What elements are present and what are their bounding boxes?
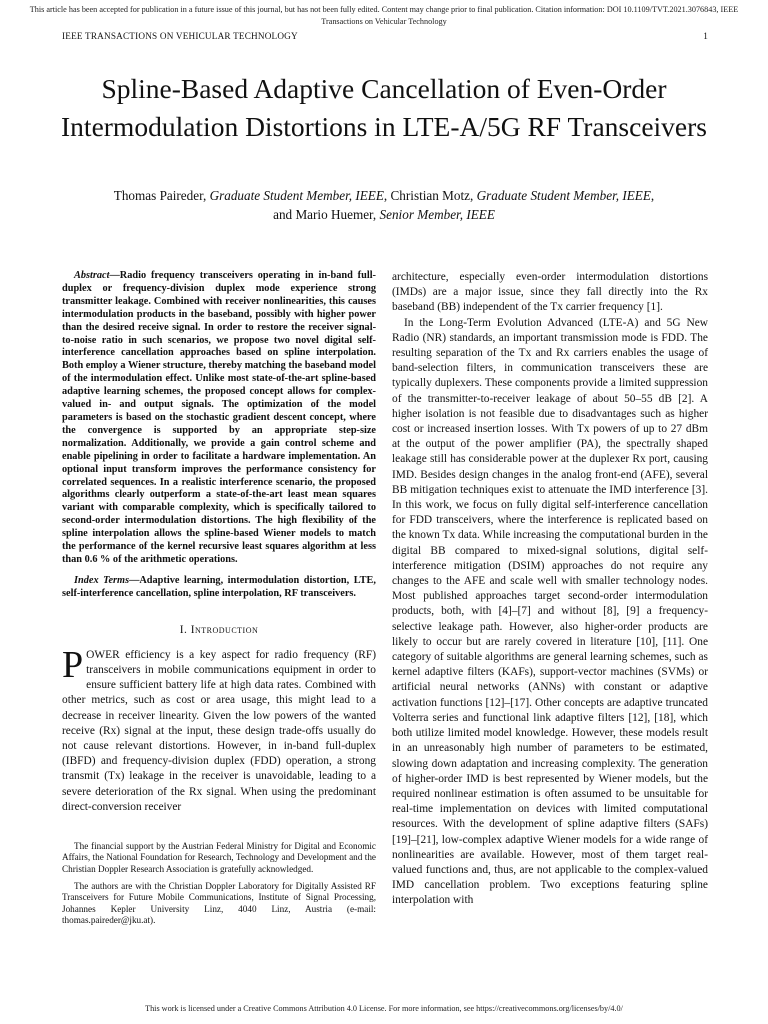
author-name: and Mario Huemer, — [273, 207, 380, 222]
footnotes — [62, 841, 376, 926]
intro-paragraph — [62, 643, 376, 815]
section-title-text: Introduction — [190, 623, 259, 636]
author-affiliation-role: Graduate Student Member, IEEE — [476, 188, 651, 203]
journal-name: IEEE TRANSACTIONS ON VEHICULAR TECHNOLOGY — [62, 31, 298, 41]
author-line-2 — [62, 205, 706, 224]
funding-footnote: The financial support by the Austrian Federal Ministry for Digital and Economic Affairs, the National Foundation for Research, Technology and Development and the Christian Doppler Research Association is gratefully acknowledged. — [62, 841, 376, 874]
intro-lead-word: OWER — [86, 648, 120, 661]
author-list — [62, 186, 706, 224]
left-column — [62, 270, 376, 932]
affiliation-footnote: The authors are with the Christian Doppler Laboratory for Digitally Assisted RF Transceivers for Future Mobile Communications, Institute of Signal Processing, Johannes Kepler University Linz, 4040 Linz, Austria (e-mail: thomas.paireder@jku.at). — [62, 880, 376, 925]
right-column — [392, 270, 708, 909]
section-number: I. — [179, 623, 191, 636]
author-name: Thomas Paireder, — [113, 188, 210, 203]
abstract-text: —Radio frequency transceivers operating in in-band full-duplex or frequency-division duplex mode experience strong transmitter leakage. Combined with receiver nonlinearities, this causes intermodulation products in the baseband, possibly with higher power than the desired receive signal. In order to restore the receiver signal-to-noise ratio in such scenarios, we propose two novel digital self-interference cancellation approaches based on spline interpolation. Both employ a Wiener structure, thereby matching the baseband model of the intermodulation effect. Unlike most state-of-the-art spline-based adaptive learning schemes, the proposed concept allows for complex-valued in- and output signals. The optimization of the model parameters is based on the stochastic gradient descent concept, where the convergence is supported by an appropriate step-size normalization. Additionally, we provide a gain control scheme and enable pipelining in order to facilitate a hardware implementation. An optional input transform improves the performance consistency for correlated sequences. In a realistic interference scenario, the proposed algorithms clearly outperform a state-of-the-art least mean squares variant with comparable complexity, which is specifically tailored to second-order intermodulation distortions. The high flexibility of the spline interpolation allows the spline-based Wiener models to match the performance of the kernel recursive least squares algorithm at less than 0.6 % of the arithmetic operations. — [62, 270, 376, 565]
abstract — [62, 270, 376, 567]
publication-notice-banner: This article has been accepted for publication in a future issue of this journal, but has not been fully edited. Content may change prior to final publication. Citation information: DOI 10.1109/TVT.2021.3076843, IEEE Transactions on Vehicular Technology — [29, 5, 739, 26]
license-footer: This work is licensed under a Creative Commons Attribution 4.0 License. For more information, see https://creativecommons.org/licenses/by/4.0/ — [145, 1004, 623, 1013]
author-line-1 — [62, 186, 706, 205]
section-heading-introduction — [62, 623, 376, 638]
body-paragraph: architecture, especially even-order intermodulation distortions (IMDs) are a major issue, since they fall directly into the Rx baseband (BB) independent of the Tx carrier frequency [1]. — [392, 271, 708, 314]
author-name: , Christian Motz, — [383, 188, 477, 203]
author-affiliation-role: Graduate Student Member, IEEE — [209, 188, 384, 203]
index-terms-text: —Adaptive learning, intermodulation distortion, LTE, self-interference cancellation, spline interpolation, RF transceivers. — [62, 574, 376, 599]
drop-cap-letter: P — [62, 643, 84, 686]
body-paragraph: In the Long-Term Evolution Advanced (LTE-A) and 5G New Radio (NR) standards, an important transmission mode is FDD. The resulting separation of the Tx and Rx carriers enables the usage of band-selection filters, in communication transceivers these are typically duplexers. These components provide a limited suppression of the transmitter-to-receiver leakage of about 50–55 dB [2]. A higher isolation is not feasible due to disadvantages such as higher cost or increased insertion losses. With Tx powers of up to 27 dBm at the output of the power amplifier (PA), the spectrally shaped leakage still has considerable power at the duplexer Rx port, causing IMD. Besides design changes in the analog front-end (AFE), several BB mitigation techniques exist to attenuate the IMD interference [3]. In this work, we focus on fully digital self-interference cancellation for FDD transceivers, where the interference is replicated based on the known Tx data. While increasing the computational burden in the digital BB compared to mixed-signal solutions, digital self-interference mitigation (DSIM) approaches do not require any changes to the AFE and scale well with smaller technology nodes. Most published approaches target second-order intermodulation products, both, with [4]–[7] and without [8], [9] a frequency-selective leakage path. However, also higher-order products are likely to occur but are rarely covered in literature [10], [11]. One category of suitable algorithms are general learning schemes, such as kernel adaptive filters (KAFs), support-vector machines (SVMs) or artificial neural networks (ANNs) with constant or adaptive activation functions [12]–[17]. Other concepts are adaptive truncated Volterra series and functional link adaptive filters [12], [18], which both utilize limited model knowledge. However, these models result in an unreasonably high number of parameters to be estimated, slowing down adaptation and increasing complexity. The generation of higher-order IMD is best represented by Wiener models, but the required nonlinear estimation is often assumed to be unsuitable for real-time implementation on devices with limited computational resources. With the development of spline adaptive filters (SAFs) [19]–[21], low-complex adaptive Wiener models for a wide range of nonlinearities are available. However, most of them target real-valued functions and, thus, are not applicable to the complex-valued IMD cancellation problem. Two exceptions featuring spline interpolation with — [392, 316, 708, 907]
author-separator: , — [650, 188, 655, 203]
abstract-label: Abstract — [74, 270, 110, 281]
author-affiliation-role: Senior Member, IEEE — [379, 207, 495, 222]
intro-text: efficiency is a key aspect for radio frequency (RF) transceivers in mobile communications equipment in order to ensure sufficient battery life at high data rates. Combined with other metrics, such as cost or area usage, this might lead to a decrease in receiver linearity. Given the low powers of the wanted receive (Rx) signal at the input, these design trade-offs usually do not cause relevant distortions. However, in in-band full-duplex (IBFD) and frequency-division duplex (FDD) operation, a strong transmit (Tx) leakage in the receiver is unavoidable, leading to a severe deterioration of the Rx signal. When using the predominant direct-conversion receiver — [62, 648, 376, 813]
page-number: 1 — [703, 31, 708, 41]
paper-title: Spline-Based Adaptive Cancellation of Even-Order Intermodulation Distortions in LTE-A/5G RF Transceivers — [61, 73, 707, 142]
index-terms-label: Index Terms — [74, 574, 130, 586]
index-terms — [62, 575, 376, 601]
